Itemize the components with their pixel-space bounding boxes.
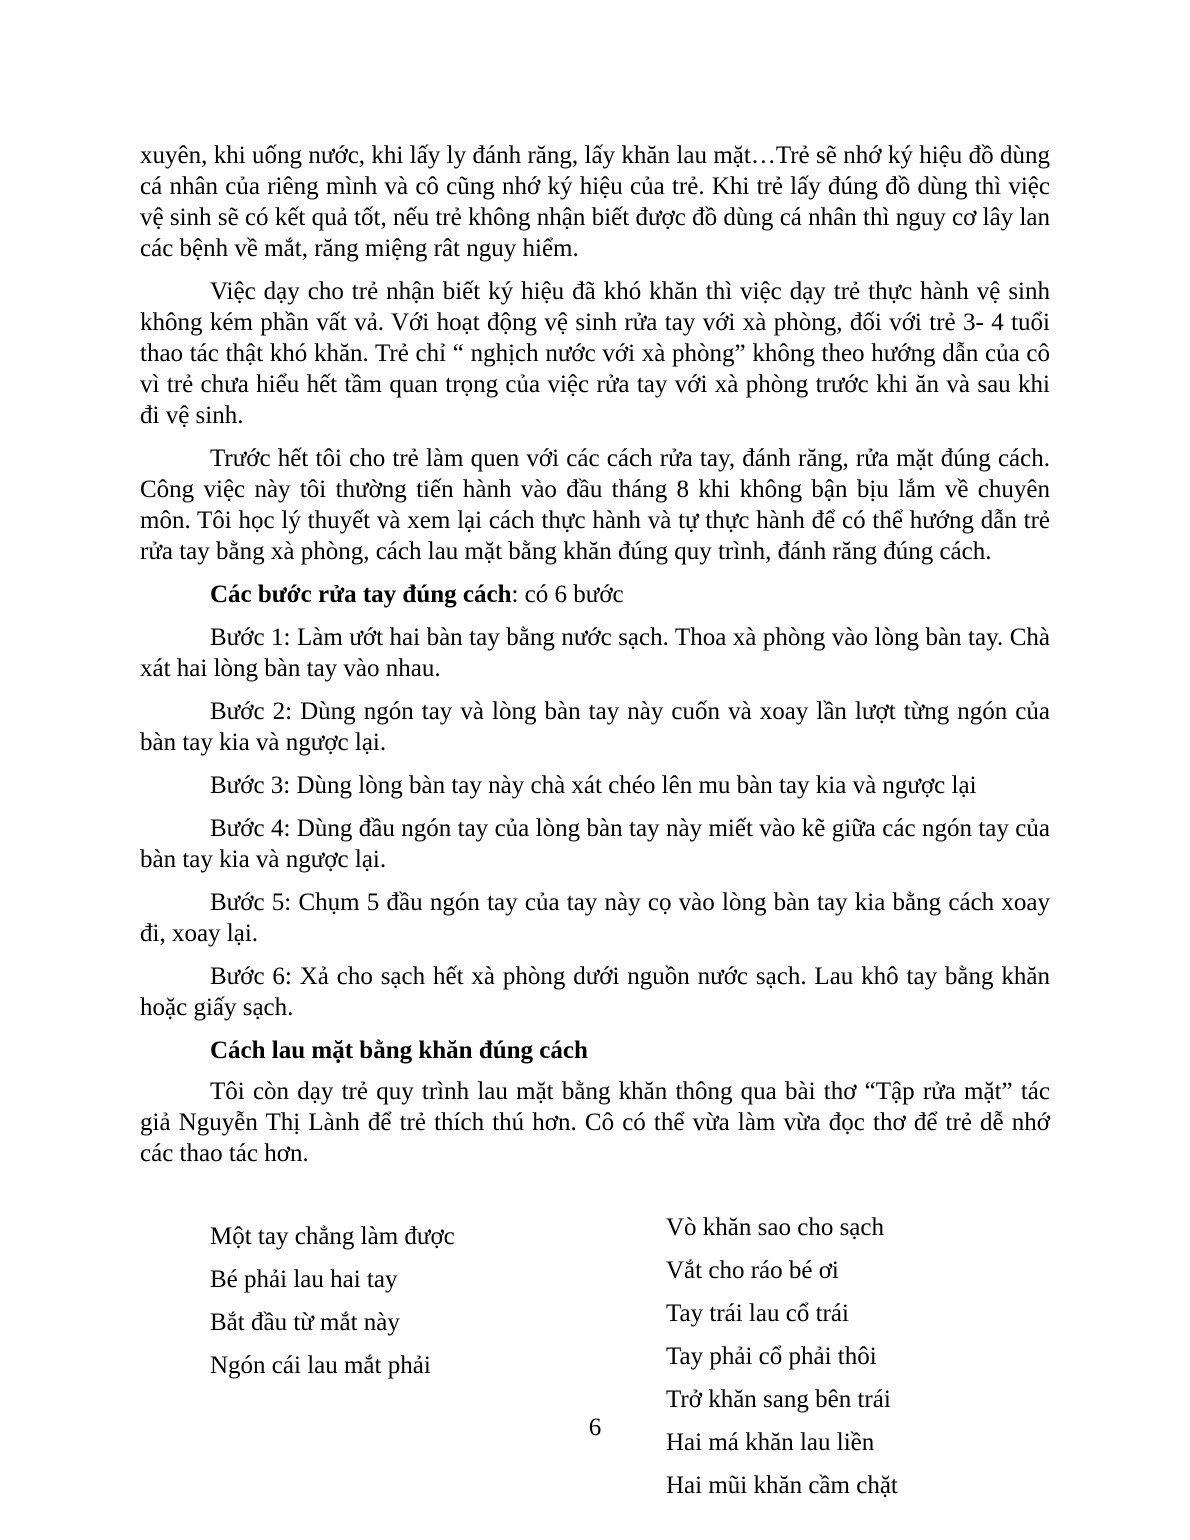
poem-right-column — [666, 1206, 898, 1507]
poem-line: Bắt đầu từ mắt này — [210, 1309, 400, 1336]
handwash-step-3: Bước 3: Dùng lòng bàn tay này chà xát chéo lên mu bàn tay kia và ngược lại — [210, 772, 977, 799]
handwash-heading-bold: Các bước rửa tay đúng cách — [210, 581, 512, 608]
poem-line: Vò khăn sao cho sạch — [666, 1214, 884, 1241]
facewash-heading: Cách lau mặt bằng khăn đúng cách — [210, 1037, 588, 1064]
poem-line: Ngón cái lau mắt phải — [210, 1352, 431, 1379]
poem-line: Hai má khăn lau liền — [666, 1429, 875, 1456]
handwash-step-2: Bước 2: Dùng ngón tay và lòng bàn tay này cuốn và xoay lần lượt từng ngón của bàn tay kia và ngược lại. — [140, 698, 1050, 756]
paragraph-3: Trước hết tôi cho trẻ làm quen với các cách rửa tay, đánh răng, rửa mặt đúng cách. Công việc này tôi thường tiến hành vào đầu tháng 8 khi không bận bịu lắm về chuyên môn. Tôi học lý thuyết và xem lại cách thực hành và tự thực hành để có thể hướng dẫn trẻ rửa tay bằng xà phòng, cách lau mặt bằng khăn đúng quy trình, đánh răng đúng cách. — [140, 445, 1050, 565]
poem-line: Tay trái lau cổ trái — [666, 1300, 849, 1327]
handwash-step-4: Bước 4: Dùng đầu ngón tay của lòng bàn tay này miết vào kẽ giữa các ngón tay của bàn tay kia và ngược lại. — [140, 815, 1050, 873]
paragraph-2: Việc dạy cho trẻ nhận biết ký hiệu đã khó khăn thì việc dạy trẻ thực hành vệ sinh không kém phần vất vả. Với hoạt động vệ sinh rửa tay với xà phòng, đối với trẻ 3- 4 tuổi thao tác thật khó khăn. Trẻ chỉ “ nghịch nước với xà phòng” không theo hướng dẫn của cô vì trẻ chưa hiểu hết tầm quan trọng của việc rửa tay với xà phòng trước khi ăn và sau khi đi vệ sinh. — [140, 278, 1050, 429]
poem-left-column — [210, 1215, 455, 1387]
paragraph-1: xuyên, khi uống nước, khi lấy ly đánh răng, lấy khăn lau mặt…Trẻ sẽ nhớ ký hiệu đồ dùng cá nhân của riêng mình và cô cũng nhớ ký hiệu của trẻ. Khi trẻ lấy đúng đồ dùng thì việc vệ sinh sẽ có kết quả tốt, nếu trẻ không nhận biết được đồ dùng cá nhân thì nguy cơ lây lan các bệnh về mắt, răng miệng rât nguy hiểm. — [140, 142, 1050, 262]
poem-line: Vắt cho ráo bé ơi — [666, 1257, 839, 1284]
poem-line: Một tay chẳng làm được — [210, 1223, 455, 1250]
handwash-step-5: Bước 5: Chụm 5 đầu ngón tay của tay này cọ vào lòng bàn tay kia bằng cách xoay đi, xoay lại. — [140, 889, 1050, 947]
page-number: 6 — [588, 1414, 602, 1441]
handwash-step-1: Bước 1: Làm ướt hai bàn tay bằng nước sạch. Thoa xà phòng vào lòng bàn tay. Chà xát hai lòng bàn tay vào nhau. — [140, 624, 1050, 682]
handwash-heading — [140, 579, 1050, 610]
document-page — [140, 140, 1050, 1169]
poem-line: Tay phải cổ phải thôi — [666, 1343, 877, 1370]
poem-line: Bé phải lau hai tay — [210, 1266, 398, 1293]
poem-line: Hai mũi khăn cầm chặt — [666, 1472, 898, 1499]
handwash-step-6: Bước 6: Xả cho sạch hết xà phòng dưới nguồn nước sạch. Lau khô tay bằng khăn hoặc giấy sạch. — [140, 963, 1050, 1021]
poem-line: Trở khăn sang bên trái — [666, 1386, 891, 1413]
handwash-heading-rest: : có 6 bước — [511, 581, 624, 608]
facewash-intro: Tôi còn dạy trẻ quy trình lau mặt bằng khăn thông qua bài thơ “Tập rửa mặt” tác giả Nguyễn Thị Lành để trẻ thích thú hơn. Cô có thể vừa làm vừa đọc thơ để trẻ dễ nhớ các thao tác hơn. — [140, 1078, 1050, 1167]
